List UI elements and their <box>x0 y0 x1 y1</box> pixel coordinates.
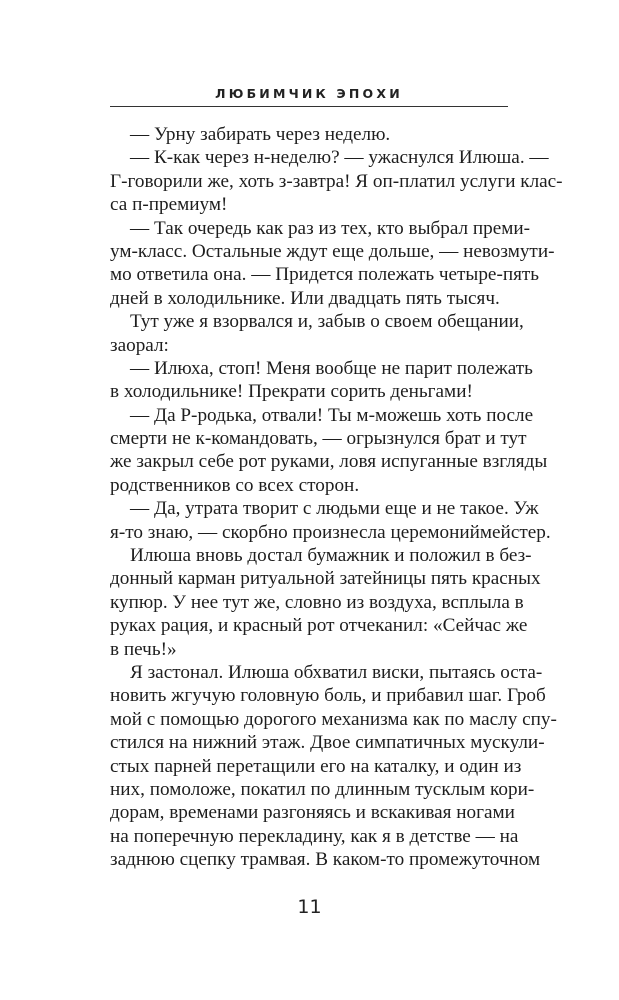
text-line: са п-премиум! <box>110 194 228 216</box>
text-line: Я застонал. Илюша обхватил виски, пытаясь оста- <box>130 661 543 683</box>
text-line: смерти не к-командовать, — огрызнулся брат и тут <box>110 428 527 450</box>
text-line: на поперечную перекладину, как я в детстве — на <box>110 825 519 847</box>
paragraph <box>110 123 508 146</box>
text-line: же закрыл себе рот руками, ловя испуганные взгляды <box>110 451 548 473</box>
page-number: 11 <box>297 896 322 918</box>
text-line: новить жгучую головную боль, и прибавил шаг. Гроб <box>110 685 546 707</box>
text-line: стых парней перетащили его на каталку, и один из <box>110 755 522 777</box>
paragraph <box>110 661 557 872</box>
text-line: родственников со всех сторон. <box>110 474 360 496</box>
text-line: Тут уже я взорвался и, забыв о своем обещании, <box>130 311 524 333</box>
paragraph <box>110 310 524 357</box>
paragraph <box>110 544 541 661</box>
text-line: мой с помощью дорогого механизма как по маслу спу- <box>110 708 557 730</box>
text-line: в печь!» <box>110 638 177 660</box>
text-line: дорам, временами разгоняясь и вскакивая ногами <box>110 802 515 824</box>
body-text <box>110 123 563 872</box>
text-line: дней в холодильнике. Или двадцать пять тысяч. <box>110 287 500 309</box>
text-line: Г-говорили же, хоть з-завтра! Я оп-платил услуги клас- <box>110 170 563 192</box>
text-line: — Да, утрата творит с людьми еще и не такое. Уж <box>130 498 539 520</box>
paragraph <box>110 146 563 216</box>
running-header: ЛЮБИМЧИК ЭПОХИ <box>215 86 403 101</box>
paragraph <box>110 404 548 498</box>
text-line: — Илюха, стоп! Меня вообще не парит полежать <box>130 357 533 379</box>
text-line: них, помоложе, покатил по длинным тусклым кори- <box>110 778 535 800</box>
text-line: — К-как через н-неделю? — ужаснулся Илюша. — <box>130 147 549 169</box>
text-line: заорал: <box>110 334 169 356</box>
text-line: стился на нижний этаж. Двое симпатичных мускули- <box>110 732 545 754</box>
text-line: Илюша вновь достал бумажник и положил в без- <box>130 545 532 567</box>
paragraph <box>110 357 533 404</box>
text-line: в холодильнике! Прекрати сорить деньгами! <box>110 381 473 403</box>
text-line: ум-класс. Остальные ждут еще дольше, — невозмути- <box>110 240 555 262</box>
text-line: — Урну забирать через неделю. <box>130 124 391 145</box>
text-line: заднюю сцепку трамвая. В каком-то промежуточном <box>110 849 541 871</box>
paragraph <box>110 217 555 311</box>
paragraph <box>110 497 551 544</box>
text-line: я-то знаю, — скорбно произнесла церемониймейстер. <box>110 521 551 543</box>
text-line: донный карман ритуальной затейницы пять красных <box>110 568 541 590</box>
text-line: мо ответила она. — Придется полежать четыре-пять <box>110 264 540 286</box>
text-line: руках рация, и красный рот отчеканил: «Сейчас же <box>110 615 528 637</box>
text-line: — Да Р-родька, отвали! Ты м-можешь хоть после <box>130 404 534 426</box>
header-divider <box>110 106 508 107</box>
text-line: — Так очередь как раз из тех, кто выбрал преми- <box>130 217 531 239</box>
text-line: купюр. У нее тут же, словно из воздуха, всплыла в <box>110 591 524 613</box>
